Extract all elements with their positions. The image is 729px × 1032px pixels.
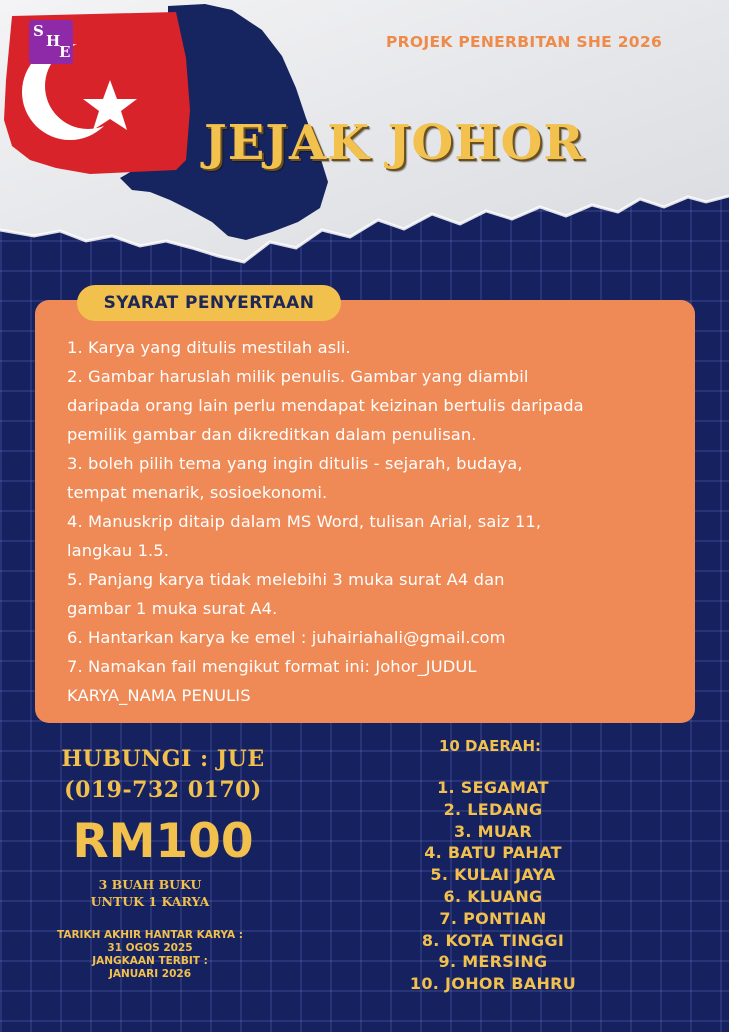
rules-heading: SYARAT PENYERTAAN bbox=[77, 285, 341, 321]
contact-name: HUBUNGI : JUE bbox=[61, 746, 265, 772]
deadline-info bbox=[30, 929, 270, 981]
rules-line: 2. Gambar haruslah milik penulis. Gambar yang diambil bbox=[67, 367, 529, 386]
deadline-label: TARIKH AKHIR HANTAR KARYA : bbox=[56, 929, 243, 941]
rules-line: 3. boleh pilih tema yang ingin ditulis - sejarah, budaya, bbox=[67, 454, 523, 473]
books-offer bbox=[30, 876, 270, 910]
rules-line: langkau 1.5. bbox=[67, 541, 170, 560]
she-logo bbox=[29, 20, 73, 64]
districts-list bbox=[395, 777, 591, 995]
deadline-date: 31 OGOS 2025 bbox=[107, 942, 193, 954]
rules-line: tempat menarik, sosioekonomi. bbox=[67, 483, 328, 502]
district-item: 9. MERSING bbox=[438, 952, 548, 972]
logo-letter-h: H bbox=[46, 32, 61, 50]
rules-line: gambar 1 muka surat A4. bbox=[67, 599, 278, 618]
rules-line: KARYA_NAMA PENULIS bbox=[67, 686, 251, 705]
books-line: UNTUK 1 KARYA bbox=[90, 894, 210, 909]
district-item: 10. JOHOR BAHRU bbox=[409, 974, 577, 994]
rules-line: 7. Namakan fail mengikut format ini: Johor_JUDUL bbox=[67, 657, 477, 676]
publish-date: JANUARI 2026 bbox=[108, 968, 192, 980]
districts-heading: 10 DAERAH: bbox=[438, 737, 542, 755]
contact-info bbox=[30, 744, 296, 806]
rules-line: 6. Hantarkan karya ke emel : juhairiahali@gmail.com bbox=[67, 628, 506, 647]
district-item: 2. LEDANG bbox=[443, 799, 543, 819]
logo-letter-s: S bbox=[33, 22, 44, 40]
series-label: PROJEK PENERBITAN SHE 2026 bbox=[386, 33, 663, 51]
logo-letter-e: E bbox=[59, 43, 71, 61]
district-item: 8. KOTA TINGGI bbox=[421, 930, 565, 950]
books-line: 3 BUAH BUKU bbox=[98, 877, 202, 892]
rules-line: 1. Karya yang ditulis mestilah asli. bbox=[67, 338, 351, 357]
district-item: 5. KULAI JAYA bbox=[430, 865, 556, 885]
publish-label: JANGKAAN TERBIT : bbox=[92, 955, 208, 967]
contact-phone: (019-732 0170) bbox=[64, 777, 262, 803]
rules-line: 5. Panjang karya tidak melebihi 3 muka surat A4 dan bbox=[67, 570, 505, 589]
rules-line: daripada orang lain perlu mendapat keizinan bertulis daripada bbox=[67, 396, 584, 415]
rules-line: pemilik gambar dan dikreditkan dalam penulisan. bbox=[67, 425, 477, 444]
district-item: 7. PONTIAN bbox=[439, 908, 547, 928]
rules-line: 4. Manuskrip ditaip dalam MS Word, tulisan Arial, saiz 11, bbox=[67, 512, 542, 531]
rules-list bbox=[67, 333, 677, 710]
district-item: 4. BATU PAHAT bbox=[424, 843, 562, 863]
district-item: 1. SEGAMAT bbox=[437, 778, 549, 797]
district-item: 6. KLUANG bbox=[443, 886, 543, 906]
price-label: RM100 bbox=[72, 814, 254, 869]
district-item: 3. MUAR bbox=[453, 821, 532, 841]
poster-title: JEJAK JOHOR bbox=[204, 115, 585, 171]
